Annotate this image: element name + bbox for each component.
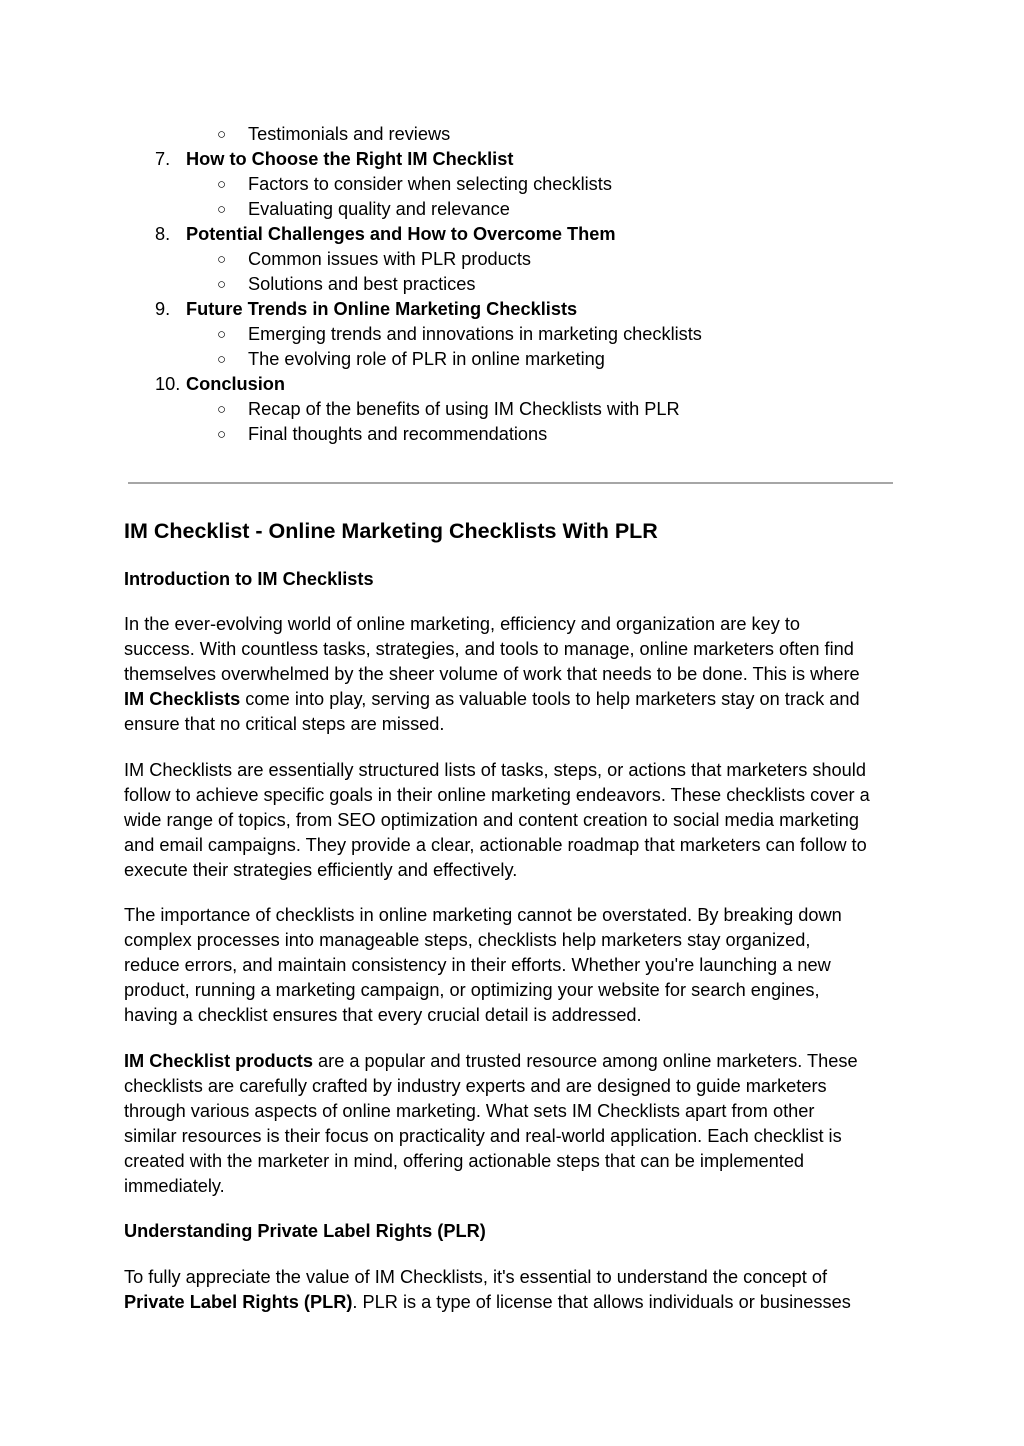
paragraph-line: having a checklist ensures that every crucial detail is addressed. bbox=[124, 1005, 642, 1025]
outline-subitem: Solutions and best practices bbox=[248, 274, 476, 294]
paragraph-line: reduce errors, and maintain consistency in their efforts. Whether you're launching a new bbox=[124, 955, 831, 975]
bullet-icon: ○ bbox=[217, 326, 227, 343]
outline-item-title: Future Trends in Online Marketing Checklists bbox=[186, 299, 578, 319]
paragraph-line bbox=[124, 687, 914, 712]
paragraph-line: immediately. bbox=[124, 1176, 225, 1196]
paragraph-line: through various aspects of online marketing. What sets IM Checklists apart from other bbox=[124, 1101, 815, 1121]
paragraph-line: ensure that no critical steps are missed. bbox=[124, 714, 445, 734]
horizontal-divider bbox=[128, 482, 893, 484]
outline-subitem: Common issues with PLR products bbox=[248, 249, 532, 269]
paragraph-line: checklists are carefully crafted by industry experts and are designed to guide marketers bbox=[124, 1076, 827, 1096]
outline-item-number: 7. bbox=[155, 149, 171, 169]
bullet-icon: ○ bbox=[217, 176, 227, 193]
outline-item-number: 8. bbox=[155, 224, 171, 244]
bullet-icon: ○ bbox=[217, 251, 227, 268]
outline-subitem: Testimonials and reviews bbox=[248, 124, 451, 144]
paragraph-products bbox=[124, 1049, 914, 1199]
paragraph-line: In the ever-evolving world of online marketing, efficiency and organization are key to bbox=[124, 614, 801, 634]
paragraph-line: themselves overwhelmed by the sheer volume of work that needs to be done. This is where bbox=[124, 664, 860, 684]
paragraph-line: complex processes into manageable steps, checklists help marketers stay organized, bbox=[124, 930, 811, 950]
bullet-icon: ○ bbox=[217, 401, 227, 418]
paragraph-definition bbox=[124, 758, 914, 883]
paragraph-plr bbox=[124, 1265, 914, 1315]
paragraph-line: similar resources is their focus on practicality and real-world application. Each checklist is bbox=[124, 1126, 842, 1146]
paragraph-line: follow to achieve specific goals in their online marketing endeavors. These checklists cover a bbox=[124, 785, 870, 805]
bullet-icon: ○ bbox=[217, 276, 227, 293]
bullet-icon: ○ bbox=[217, 126, 227, 143]
paragraph-line: created with the marketer in mind, offering actionable steps that can be implemented bbox=[124, 1151, 805, 1171]
paragraph-line: IM Checklists are essentially structured lists of tasks, steps, or actions that marketers should bbox=[124, 760, 866, 780]
bold-term: IM Checklist products bbox=[124, 1051, 313, 1071]
outline-item-number: 10. bbox=[155, 374, 181, 394]
paragraph-line: product, running a marketing campaign, or optimizing your website for search engines, bbox=[124, 980, 820, 1000]
bullet-icon: ○ bbox=[217, 426, 227, 443]
bullet-icon: ○ bbox=[217, 351, 227, 368]
outline-subitem: Evaluating quality and relevance bbox=[248, 199, 510, 219]
outline-item-title: Conclusion bbox=[186, 374, 286, 394]
article-title: IM Checklist - Online Marketing Checklists With PLR bbox=[124, 519, 658, 543]
paragraph-line: and email campaigns. They provide a clear, actionable roadmap that marketers can follow to bbox=[124, 835, 867, 855]
paragraph-line: The importance of checklists in online marketing cannot be overstated. By breaking down bbox=[124, 905, 842, 925]
outline-subitem: The evolving role of PLR in online marketing bbox=[248, 349, 605, 369]
outline-subitem: Emerging trends and innovations in marketing checklists bbox=[248, 324, 702, 344]
paragraph-line: success. With countless tasks, strategies, and tools to manage, online marketers often find bbox=[124, 639, 854, 659]
bold-term: IM Checklists bbox=[124, 689, 241, 709]
paragraph-line bbox=[124, 1290, 914, 1315]
paragraph-text: come into play, serving as valuable tools to help marketers stay on track and bbox=[240, 689, 860, 709]
paragraph-intro bbox=[124, 612, 914, 737]
outline-subitem: Factors to consider when selecting checklists bbox=[248, 174, 612, 194]
bullet-icon: ○ bbox=[217, 201, 227, 218]
paragraph-line: wide range of topics, from SEO optimization and content creation to social media marketing bbox=[124, 810, 859, 830]
bold-term: Private Label Rights (PLR) bbox=[124, 1292, 353, 1312]
paragraph-line bbox=[124, 1049, 914, 1074]
paragraph-line: execute their strategies efficiently and effectively. bbox=[124, 860, 518, 880]
paragraph-text: . PLR is a type of license that allows individuals or businesses bbox=[352, 1292, 851, 1312]
outline-item-number: 9. bbox=[155, 299, 171, 319]
paragraph-text: are a popular and trusted resource among online marketers. These bbox=[312, 1051, 858, 1071]
outline-item-title: Potential Challenges and How to Overcome Them bbox=[186, 224, 616, 244]
outline-subitem: Final thoughts and recommendations bbox=[248, 424, 548, 444]
outline-subitem: Recap of the benefits of using IM Checklists with PLR bbox=[248, 399, 680, 419]
section-heading-plr: Understanding Private Label Rights (PLR) bbox=[124, 1221, 486, 1241]
section-heading-introduction: Introduction to IM Checklists bbox=[124, 569, 374, 589]
paragraph-importance bbox=[124, 903, 914, 1028]
outline-item-title: How to Choose the Right IM Checklist bbox=[186, 149, 514, 169]
paragraph-line: To fully appreciate the value of IM Checklists, it's essential to understand the concept of bbox=[124, 1267, 828, 1287]
